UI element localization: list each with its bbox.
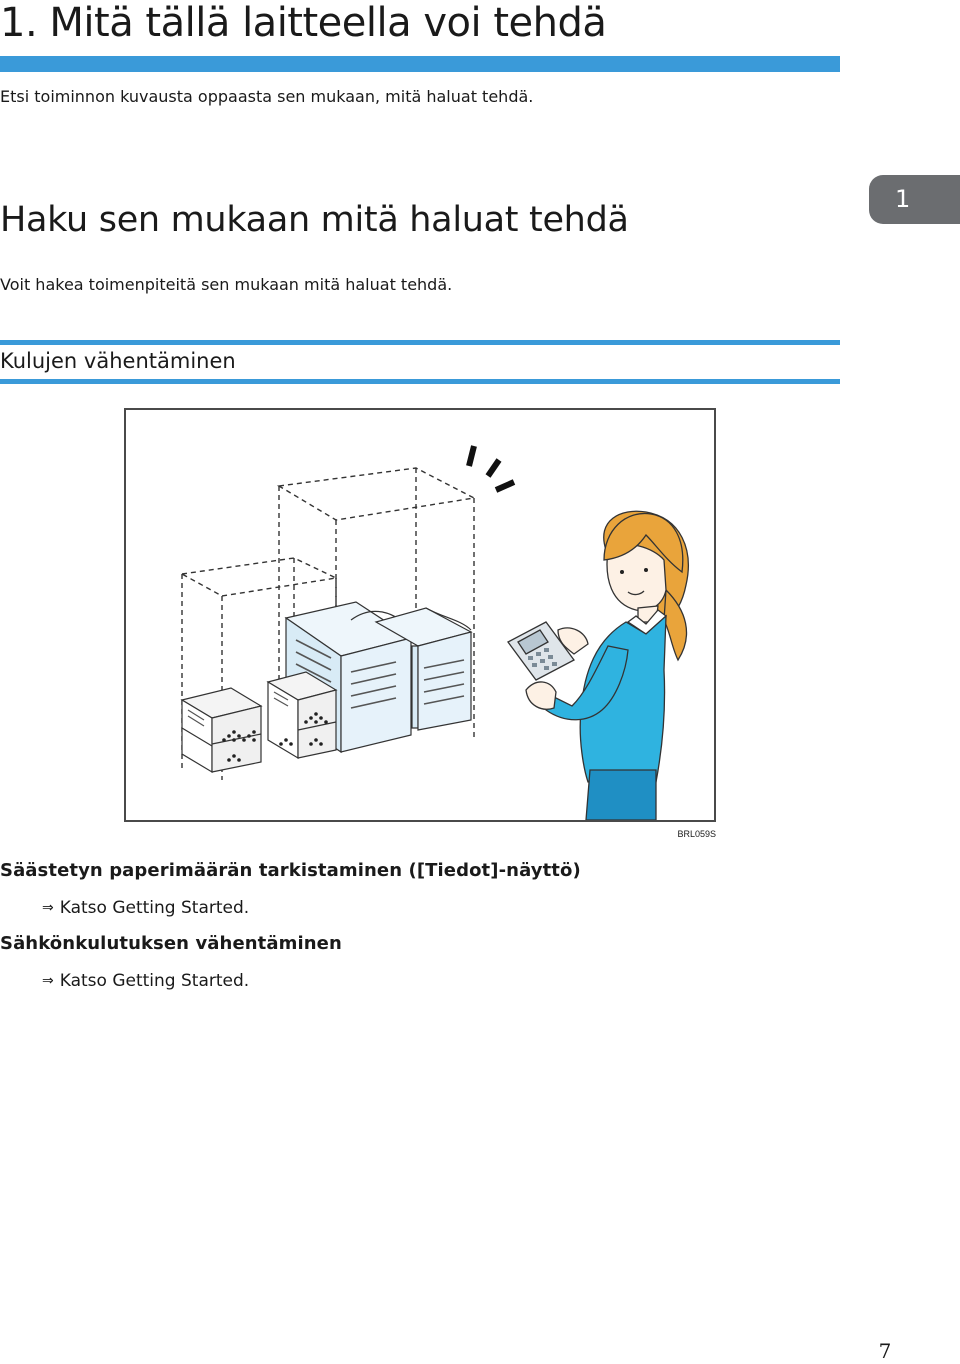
- chapter-title-bar: [0, 56, 840, 72]
- chapter-intro: Etsi toiminnon kuvausta oppaasta sen mukaan, mitä haluat tehdä.: [0, 87, 534, 106]
- figure-code: BRL059S: [677, 829, 716, 839]
- page-number: 7: [878, 1339, 892, 1363]
- item-ref-paper-savings[interactable]: [42, 896, 249, 921]
- reference-arrow-icon: ⇒: [42, 973, 54, 989]
- item-title-paper-savings: Säästetyn paperimäärän tarkistaminen ([Tiedot]-näyttö): [0, 860, 581, 881]
- reference-arrow-icon: ⇒: [42, 900, 54, 916]
- emphasis-strokes-icon: [469, 446, 514, 490]
- chapter-title: 1. Mitä tällä laitteella voi tehdä: [0, 0, 607, 46]
- item-ref-power-reduction[interactable]: [42, 969, 249, 994]
- reference-link-text[interactable]: Katso Getting Started.: [59, 971, 250, 991]
- item-title-power-reduction: Sähkönkulutuksen vähentäminen: [0, 933, 342, 954]
- woman-with-calculator: [508, 511, 688, 820]
- section-intro: Voit hakea toimenpiteitä sen mukaan mitä haluat tehdä.: [0, 275, 453, 294]
- subsection-bottom-rule: [0, 379, 840, 384]
- reference-link-text[interactable]: Katso Getting Started.: [59, 898, 250, 918]
- cost-reduction-illustration: [124, 408, 716, 822]
- chapter-tab[interactable]: 1: [869, 175, 960, 224]
- toner-boxes: [182, 672, 336, 772]
- subsection-top-rule: [0, 340, 840, 345]
- subsection-title: Kulujen vähentäminen: [0, 349, 236, 373]
- section-title: Haku sen mukaan mitä haluat tehdä: [0, 200, 629, 240]
